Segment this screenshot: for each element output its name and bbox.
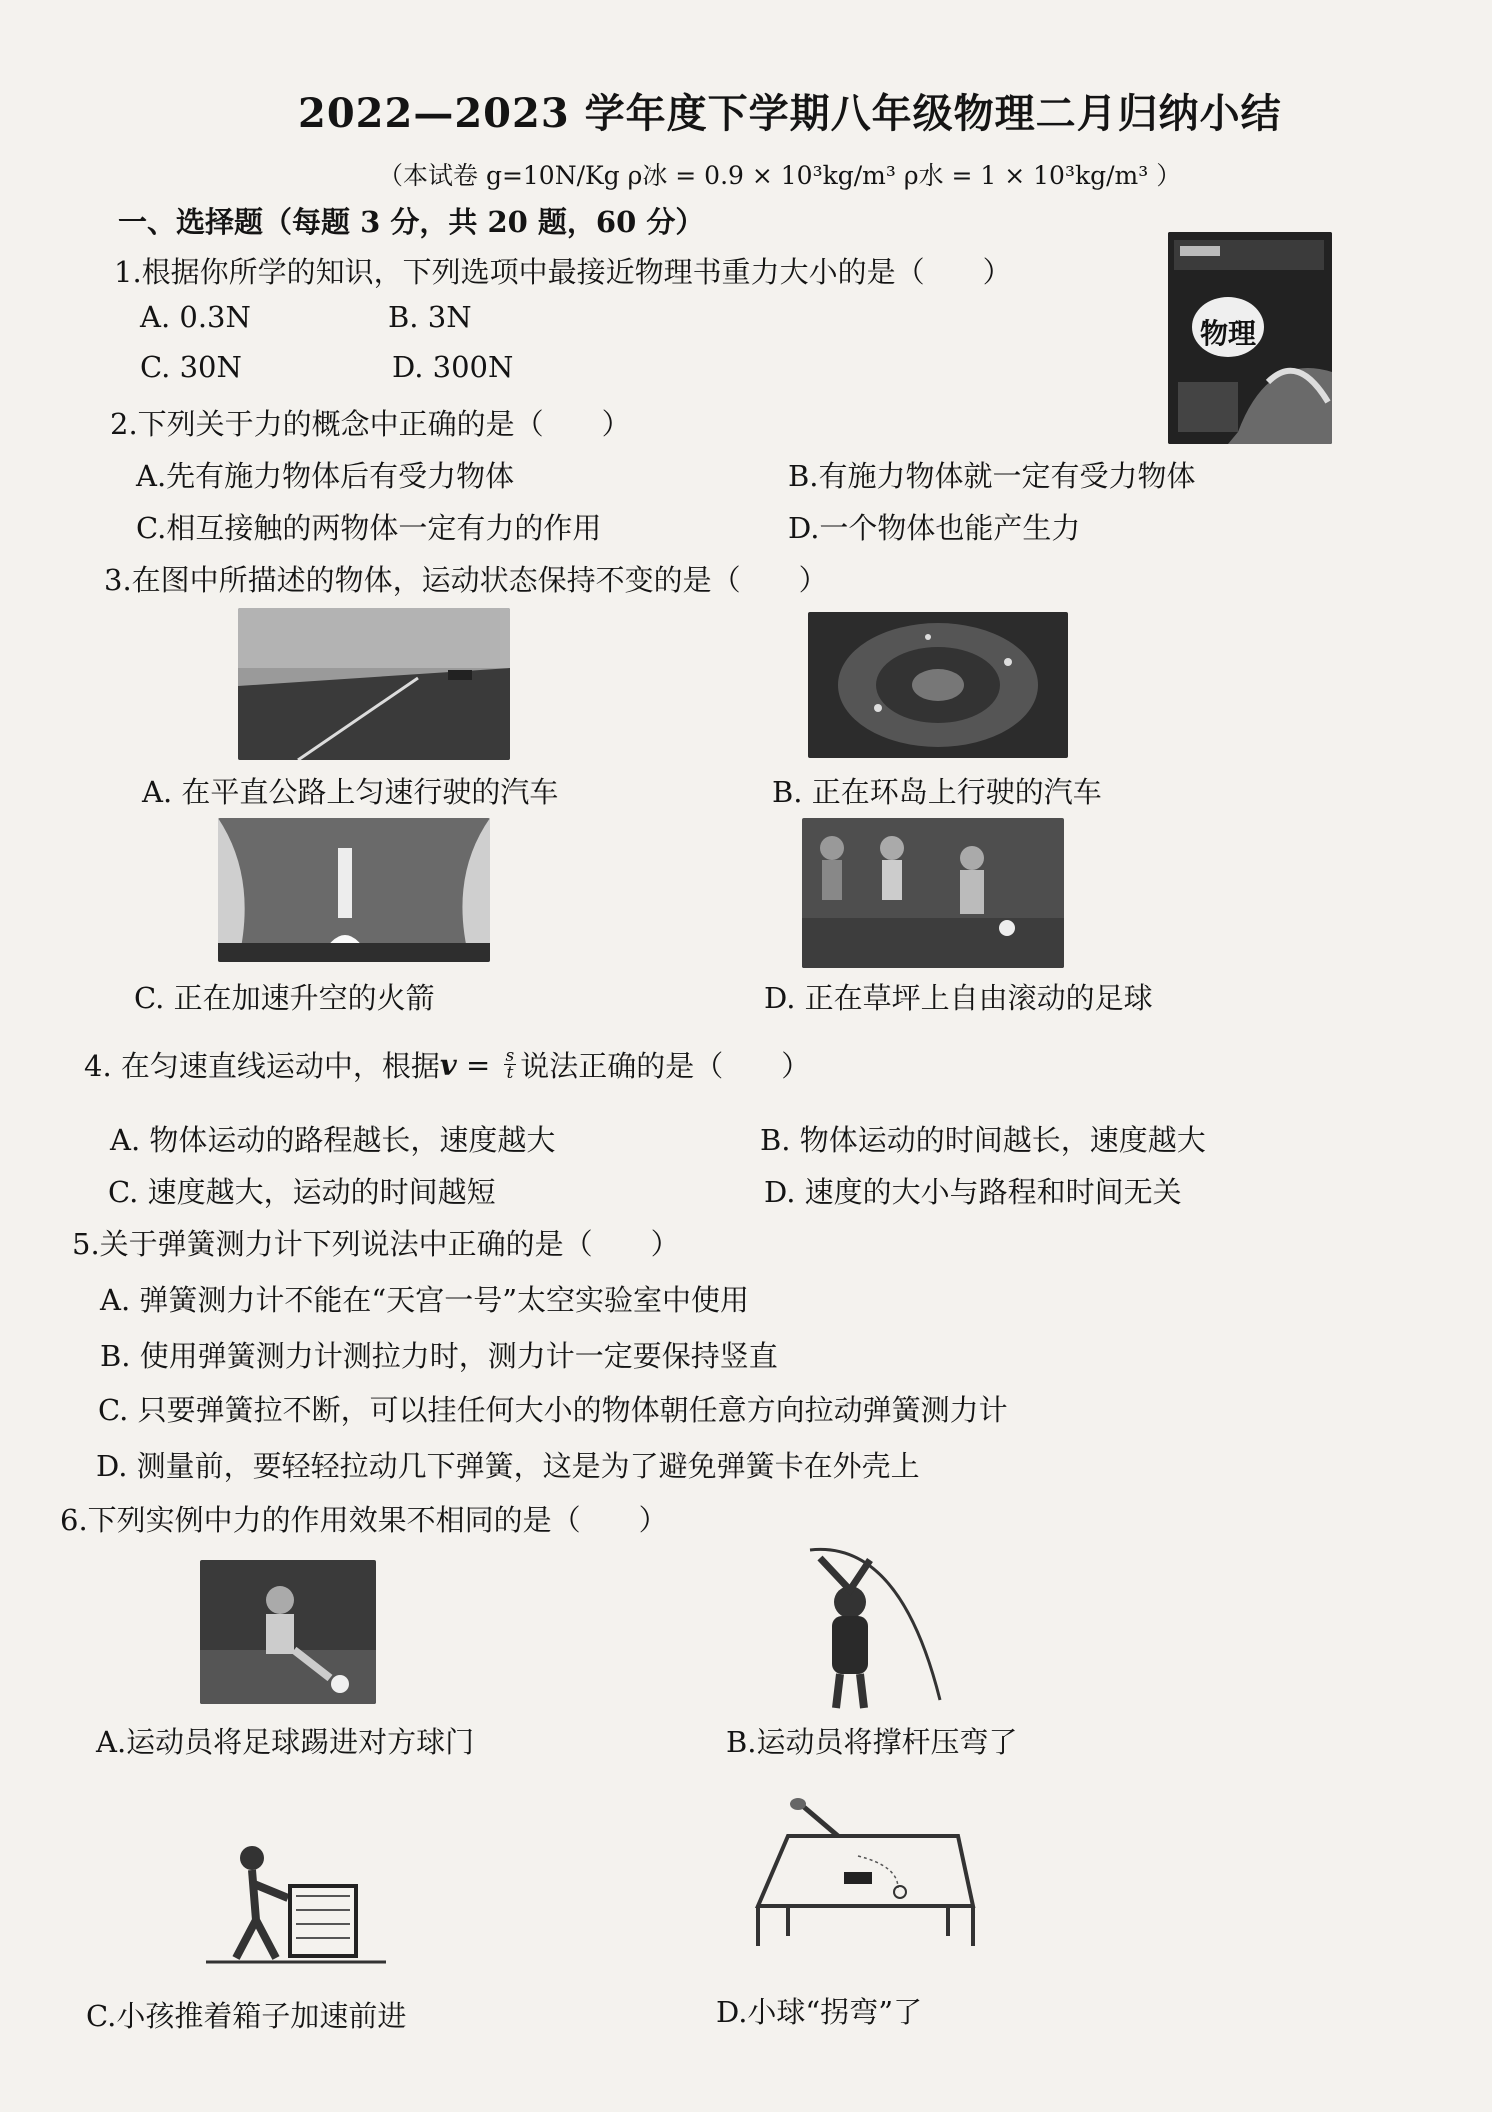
q2-option-b: B.有施力物体就一定有受力物体 (788, 459, 1196, 493)
q5-option-c: C. 只要弹簧拉不断，可以挂任何大小的物体朝任意方向拉动弹簧测力计 (98, 1393, 1008, 1427)
q6-option-c: C.小孩推着箱子加速前进 (86, 1999, 407, 2033)
q2-option-d: D.一个物体也能产生力 (788, 511, 1081, 545)
roundabout-photo (808, 612, 1068, 758)
q4-formula-numerator: s (505, 1046, 515, 1066)
physics-book-image (1168, 232, 1332, 444)
ball-curve-table-drawing (748, 1796, 978, 1956)
q1-option-d: D. 300N (392, 350, 514, 384)
q1-option-c: C. 30N (140, 350, 242, 384)
q4-formula-v: v (439, 1047, 457, 1082)
pole-vault-photo (790, 1540, 960, 1710)
page-title: 2022—2023 学年度下学期八年级物理二月归纳小结 (298, 90, 1282, 137)
q5-option-a: A. 弹簧测力计不能在“天宫一号”太空实验室中使用 (100, 1283, 750, 1317)
q5-option-d: D. 测量前，要轻轻拉动几下弹簧，这是为了避免弹簧卡在外壳上 (96, 1449, 920, 1483)
q4-option-b: B. 物体运动的时间越长，速度越大 (760, 1123, 1206, 1157)
q4-stem-prefix: 4. 在匀速直线运动中，根据 (84, 1049, 440, 1083)
question-6-stem: 6.下列实例中力的作用效果不相同的是（ ） (60, 1503, 668, 1537)
q1-option-b: B. 3N (388, 300, 472, 334)
book-cover-label: 物理 (1200, 317, 1257, 350)
q4-option-d: D. 速度的大小与路程和时间无关 (764, 1175, 1182, 1209)
q4-option-c: C. 速度越大，运动的时间越短 (108, 1175, 496, 1209)
question-5-stem: 5.关于弹簧测力计下列说法中正确的是（ ） (72, 1227, 680, 1261)
q6-option-b: B.运动员将撑杆压弯了 (726, 1725, 1018, 1759)
q4-formula-eq: = (456, 1047, 500, 1082)
child-pushing-box-drawing (196, 1840, 396, 1972)
q4-formula-fraction (504, 1048, 517, 1081)
q1-option-a: A. 0.3N (140, 300, 251, 334)
q3-option-d: D. 正在草坪上自由滚动的足球 (764, 981, 1153, 1015)
q3-option-b: B. 正在环岛上行驶的汽车 (772, 775, 1102, 809)
constants-note: （本试卷 g=10N/Kg ρ冰 = 0.9 × 10³kg/m³ ρ水 = 1 × 10³kg/m³ ） (378, 161, 1182, 190)
q5-option-b: B. 使用弹簧测力计测拉力时，测力计一定要保持竖直 (100, 1339, 778, 1373)
q6-option-a: A.运动员将足球踢进对方球门 (96, 1725, 475, 1759)
q6-option-d: D.小球“拐弯”了 (716, 1995, 923, 2029)
q2-option-c: C.相互接触的两物体一定有力的作用 (136, 511, 602, 545)
q3-option-a: A. 在平直公路上匀速行驶的汽车 (142, 775, 559, 809)
q3-option-c: C. 正在加速升空的火箭 (134, 981, 435, 1015)
q4-formula-denominator: t (506, 1063, 514, 1083)
question-2-stem: 2.下列关于力的概念中正确的是（ ） (110, 407, 631, 441)
soccer-kick-photo (200, 1560, 376, 1704)
section-heading: 一、选择题（每题 3 分，共 20 题，60 分） (118, 205, 705, 239)
q4-option-a: A. 物体运动的路程越长，速度越大 (110, 1123, 556, 1157)
highway-car-photo (238, 608, 510, 760)
question-4-stem (84, 1044, 810, 1085)
question-3-stem: 3.在图中所描述的物体，运动状态保持不变的是（ ） (104, 563, 828, 597)
q4-stem-suffix: 说法正确的是（ ） (520, 1049, 811, 1083)
q2-option-a: A.先有施力物体后有受力物体 (136, 459, 515, 493)
soccer-players-photo (802, 818, 1064, 968)
rocket-launch-photo (218, 818, 490, 962)
question-1-stem: 1.根据你所学的知识，下列选项中最接近物理书重力大小的是（ ） (114, 255, 1012, 289)
